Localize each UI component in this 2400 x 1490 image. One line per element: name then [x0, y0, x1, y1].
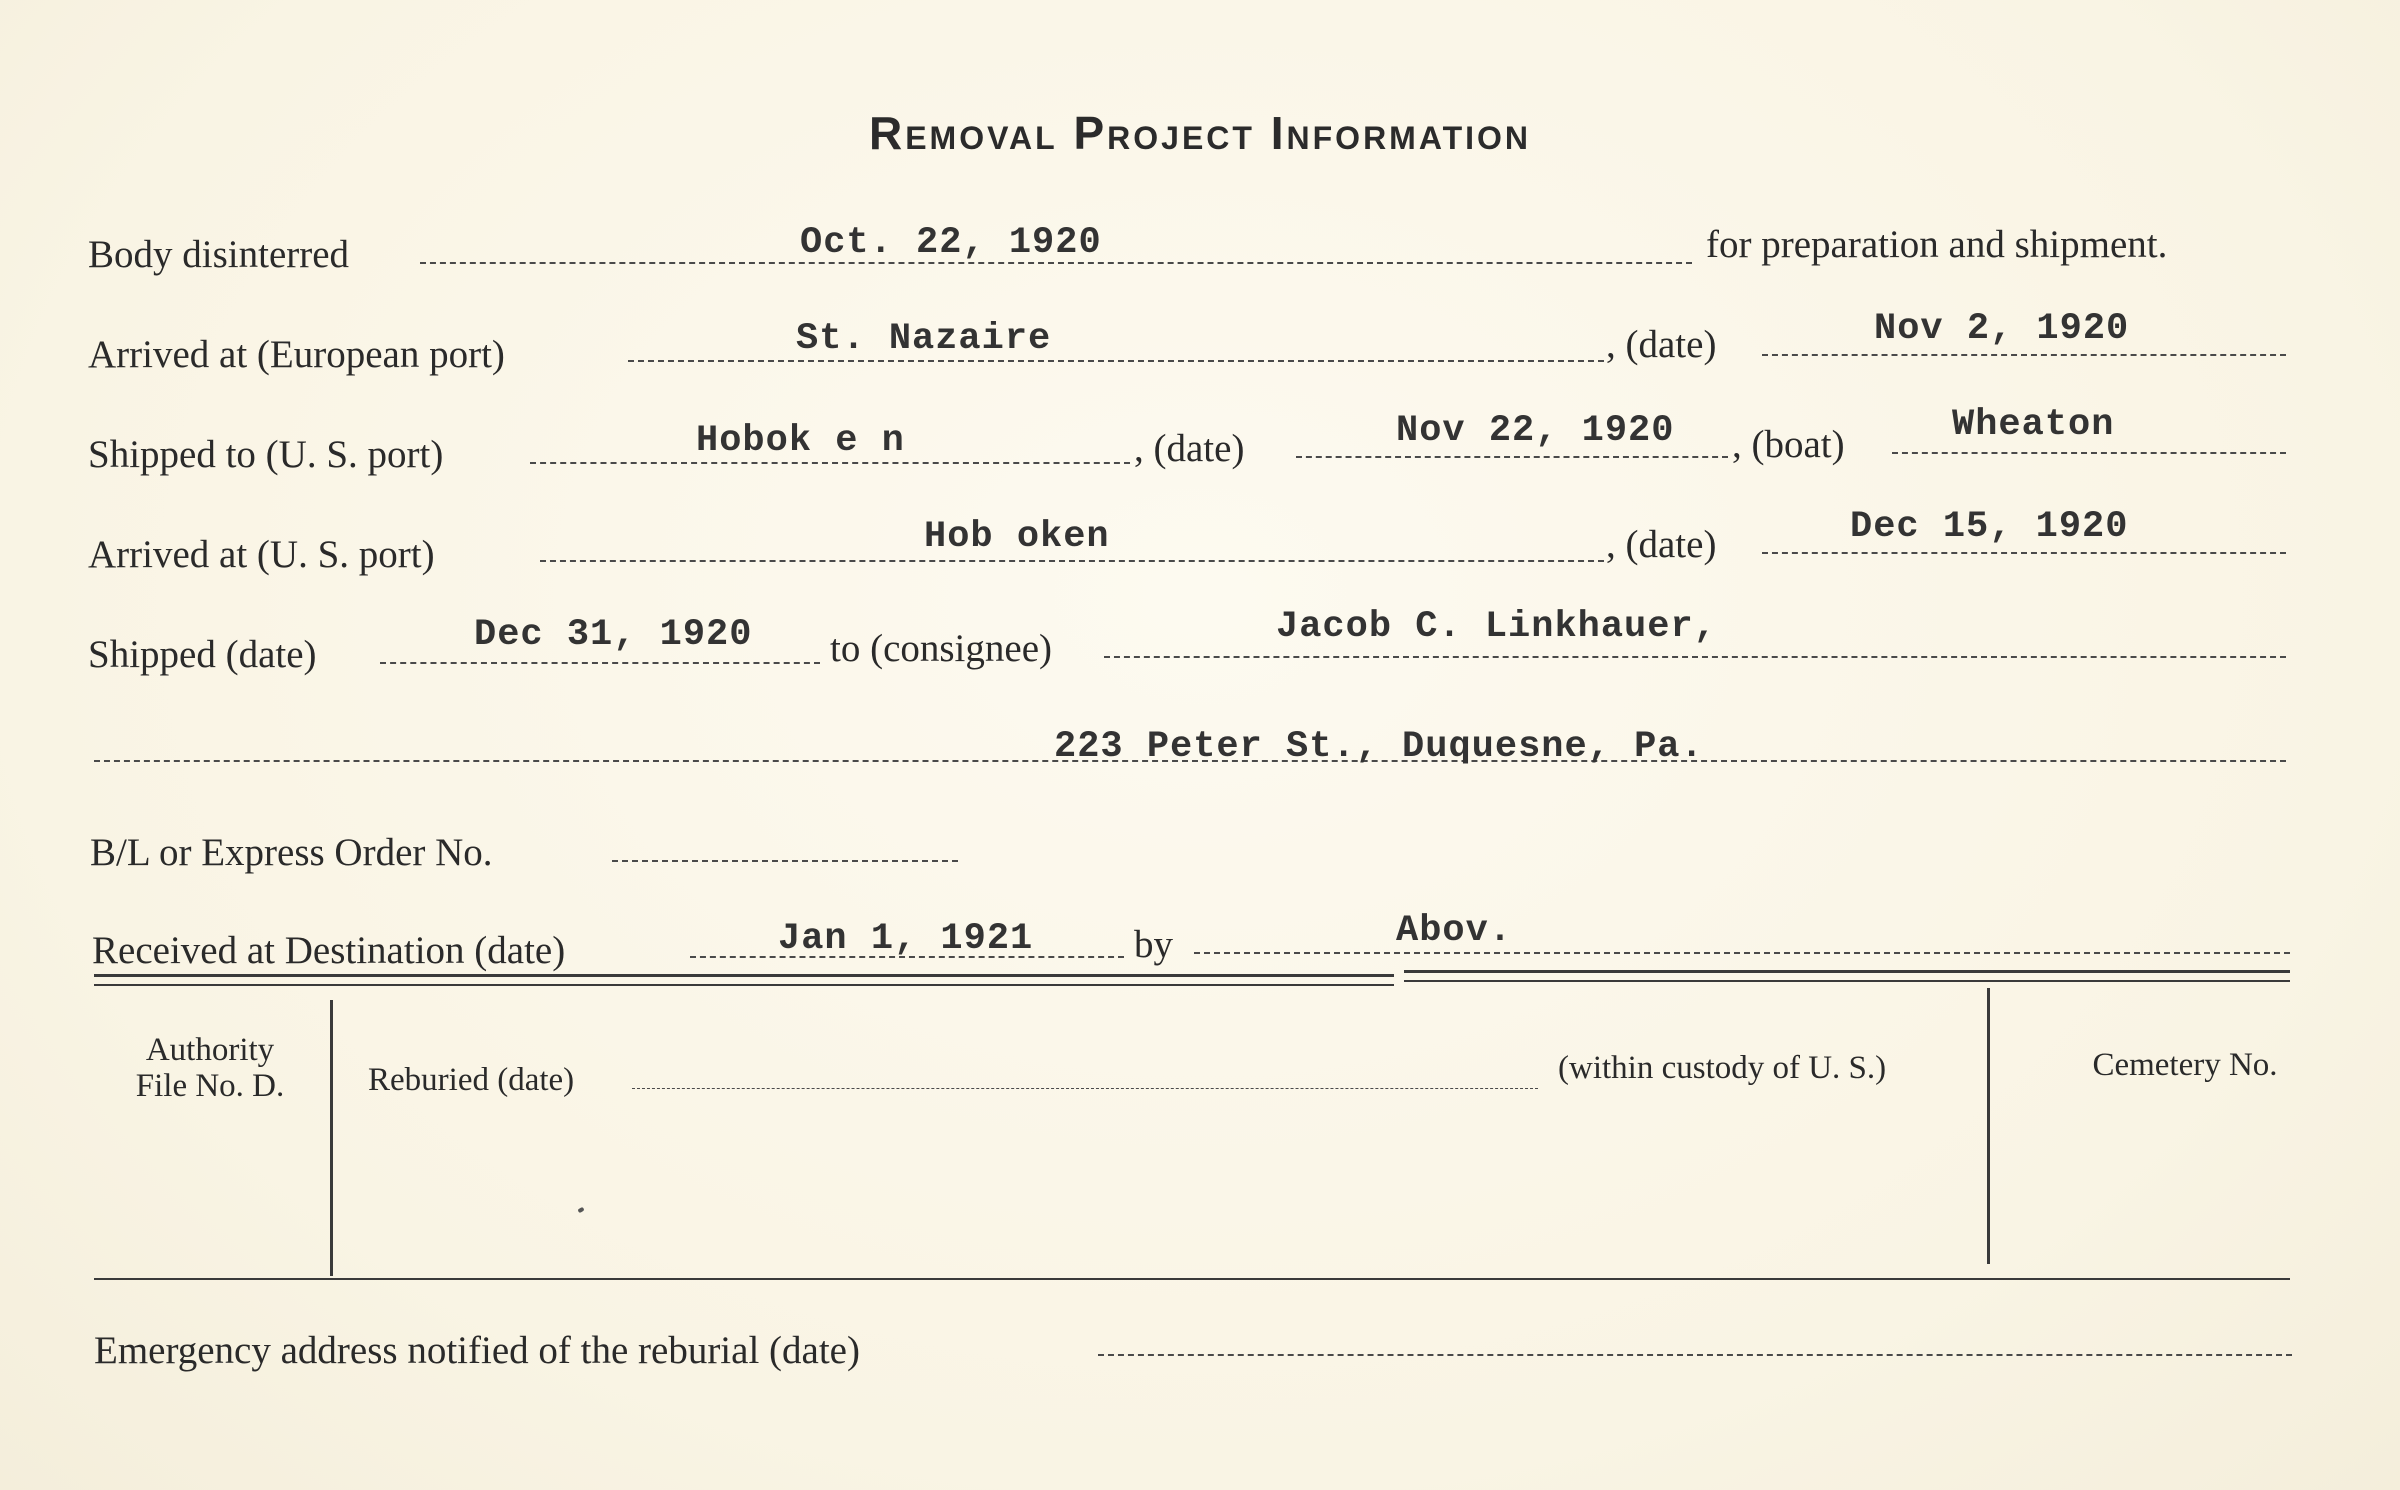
us-date-line [1296, 456, 1728, 458]
cemetery-no-label: Cemetery No. [2092, 1047, 2278, 1083]
shipped-us-label: Shipped to (U. S. port) [88, 433, 444, 476]
disinterred-suffix: for preparation and shipment. [1706, 223, 2168, 266]
page-title: Removal Project Information [868, 107, 1532, 159]
european-date-value: Nov 2, 1920 [1874, 308, 2130, 350]
european-date-label: , (date) [1606, 323, 1717, 366]
box-bottom-rule [94, 1278, 2290, 1280]
arrived-us-date-line [1762, 552, 2286, 554]
consignee-label: to (consignee) [830, 627, 1053, 670]
ink-speck [577, 1207, 584, 1213]
consignee-line [1104, 656, 2286, 658]
reburied-label: Reburied (date) [368, 1062, 575, 1098]
box-top-rule-right-inner [1404, 980, 2290, 982]
european-port-line [628, 360, 1604, 362]
arrived-european-label: Arrived at (European port) [88, 333, 505, 376]
us-port-line [530, 462, 1130, 464]
shipped-date-value: Dec 31, 1920 [474, 614, 753, 656]
us-date-label: , (date) [1134, 427, 1245, 470]
arrived-us-port-value: Hob oken [924, 516, 1110, 558]
boat-label: , (boat) [1732, 423, 1845, 466]
shipped-date-line [380, 662, 820, 664]
arrived-us-date-value: Dec 15, 1920 [1850, 506, 2129, 548]
consignee-address: 223 Peter St., Duquesne, Pa. [1054, 726, 1704, 768]
authority-line2: File No. D. [135, 1068, 285, 1104]
received-date-value: Jan 1, 1921 [778, 918, 1034, 960]
received-by-value: Abov. [1396, 910, 1513, 952]
box-top-rule-right [1404, 970, 2290, 973]
disinterred-label: Body disinterred [88, 233, 350, 276]
box-divider-left [330, 1000, 333, 1276]
received-by-line [1194, 952, 2290, 954]
received-label: Received at Destination (date) [92, 929, 566, 972]
european-port-value: St. Nazaire [796, 318, 1052, 360]
bl-line [612, 860, 958, 862]
boat-value: Wheaton [1952, 404, 2115, 446]
bl-label: B/L or Express Order No. [90, 831, 493, 874]
custody-label: (within custody of U. S.) [1558, 1050, 1887, 1086]
consignee-value: Jacob C. Linkhauer, [1276, 606, 1717, 648]
shipped-date-label: Shipped (date) [88, 633, 317, 676]
us-date-value: Nov 22, 1920 [1396, 410, 1675, 452]
arrived-us-port-line [540, 560, 1604, 562]
authority-line1: Authority [145, 1032, 275, 1068]
disinterred-date: Oct. 22, 1920 [800, 222, 1102, 264]
boat-line [1892, 452, 2286, 454]
box-divider-right [1987, 988, 1990, 1264]
emergency-line [1098, 1354, 2292, 1356]
received-by-label: by [1134, 923, 1173, 966]
european-date-line [1762, 354, 2286, 356]
us-port-value: Hobok e n [696, 420, 905, 462]
box-top-rule [94, 974, 1394, 977]
authority-file-label [95, 1032, 325, 1104]
reburied-line [632, 1088, 1538, 1089]
arrived-us-label: Arrived at (U. S. port) [88, 533, 435, 576]
box-top-rule-inner [94, 984, 1394, 986]
arrived-us-date-label: , (date) [1606, 523, 1717, 566]
emergency-label: Emergency address notified of the reburial (date) [94, 1329, 860, 1372]
